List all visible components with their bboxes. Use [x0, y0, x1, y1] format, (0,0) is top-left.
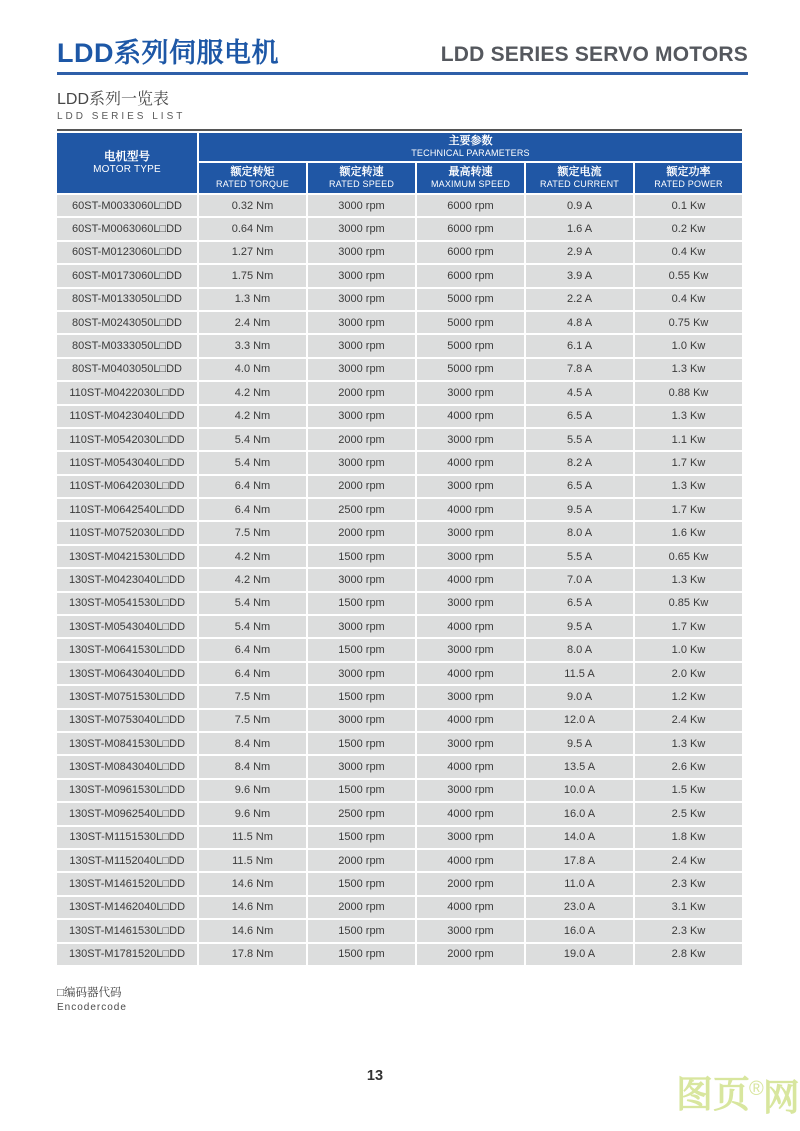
cell-rated-power: 1.0 Kw — [635, 639, 742, 660]
cell-rated-current: 8.0 A — [526, 522, 633, 543]
cell-motor-type: 60ST-M0033060L□DD — [57, 195, 197, 216]
cell-maximum-speed: 2000 rpm — [417, 944, 524, 965]
cell-maximum-speed: 6000 rpm — [417, 218, 524, 239]
cell-rated-speed: 2000 rpm — [308, 897, 415, 918]
cell-rated-current: 3.9 A — [526, 265, 633, 286]
cell-rated-torque: 14.6 Nm — [199, 920, 306, 941]
cell-rated-speed: 1500 rpm — [308, 639, 415, 660]
cell-rated-current: 5.5 A — [526, 546, 633, 567]
cell-rated-power: 0.4 Kw — [635, 242, 742, 263]
cell-rated-speed: 3000 rpm — [308, 335, 415, 356]
cell-rated-power: 2.3 Kw — [635, 920, 742, 941]
cell-rated-torque: 7.5 Nm — [199, 522, 306, 543]
registered-trademark-icon: ® — [749, 1078, 764, 1100]
cell-rated-power: 0.55 Kw — [635, 265, 742, 286]
cell-rated-power: 2.3 Kw — [635, 873, 742, 894]
page-header — [57, 38, 748, 68]
cell-rated-power: 2.4 Kw — [635, 850, 742, 871]
cell-rated-torque: 0.32 Nm — [199, 195, 306, 216]
cell-maximum-speed: 3000 rpm — [417, 382, 524, 403]
cell-rated-speed: 3000 rpm — [308, 289, 415, 310]
cell-motor-type: 110ST-M0423040L□DD — [57, 406, 197, 427]
cell-rated-current: 16.0 A — [526, 803, 633, 824]
cell-rated-speed: 2000 rpm — [308, 476, 415, 497]
header-rated-speed-cn: 额定转速 — [339, 166, 384, 178]
cell-motor-type: 130ST-M1152040L□DD — [57, 850, 197, 871]
cell-rated-current: 12.0 A — [526, 710, 633, 731]
cell-maximum-speed: 4000 rpm — [417, 663, 524, 684]
cell-rated-torque: 6.4 Nm — [199, 663, 306, 684]
cell-rated-current: 9.5 A — [526, 499, 633, 520]
cell-rated-power: 1.7 Kw — [635, 616, 742, 637]
cell-rated-current: 11.5 A — [526, 663, 633, 684]
cell-maximum-speed: 3000 rpm — [417, 827, 524, 848]
cell-rated-speed: 2500 rpm — [308, 803, 415, 824]
cell-motor-type: 130ST-M0643040L□DD — [57, 663, 197, 684]
cell-motor-type: 80ST-M0333050L□DD — [57, 335, 197, 356]
cell-rated-speed: 2000 rpm — [308, 850, 415, 871]
header-rated-speed-en: RATED SPEED — [328, 179, 395, 189]
tuye-watermark-logo — [676, 1076, 800, 1120]
cell-motor-type: 130ST-M0843040L□DD — [57, 756, 197, 777]
cell-rated-torque: 6.4 Nm — [199, 499, 306, 520]
cell-motor-type: 130ST-M0541530L□DD — [57, 593, 197, 614]
cell-rated-speed: 1500 rpm — [308, 733, 415, 754]
cell-rated-speed: 3000 rpm — [308, 195, 415, 216]
cell-rated-current: 9.0 A — [526, 686, 633, 707]
cell-rated-current: 6.5 A — [526, 593, 633, 614]
cell-rated-speed: 3000 rpm — [308, 663, 415, 684]
cell-rated-power: 2.8 Kw — [635, 944, 742, 965]
cell-maximum-speed: 4000 rpm — [417, 452, 524, 473]
cell-maximum-speed: 3000 rpm — [417, 733, 524, 754]
cell-motor-type: 130ST-M0753040L□DD — [57, 710, 197, 731]
cell-motor-type: 110ST-M0542030L□DD — [57, 429, 197, 450]
cell-rated-speed: 1500 rpm — [308, 920, 415, 941]
cell-maximum-speed: 5000 rpm — [417, 312, 524, 333]
header-group-cn: 主要参数 — [448, 135, 493, 147]
header-rated-power — [635, 163, 742, 193]
cell-rated-power: 0.85 Kw — [635, 593, 742, 614]
cell-rated-power: 0.1 Kw — [635, 195, 742, 216]
cell-rated-speed: 1500 rpm — [308, 593, 415, 614]
header-motor-type — [57, 133, 197, 193]
cell-maximum-speed: 4000 rpm — [417, 499, 524, 520]
cell-rated-current: 4.8 A — [526, 312, 633, 333]
subtitle-en: LDD SERIES LIST — [57, 111, 186, 122]
cell-maximum-speed: 3000 rpm — [417, 686, 524, 707]
header-rated-current-cn: 额定电流 — [557, 166, 602, 178]
cell-rated-current: 16.0 A — [526, 920, 633, 941]
cell-maximum-speed: 3000 rpm — [417, 429, 524, 450]
cell-maximum-speed: 4000 rpm — [417, 850, 524, 871]
cell-rated-power: 1.8 Kw — [635, 827, 742, 848]
table-body — [57, 195, 742, 965]
cell-rated-speed: 2500 rpm — [308, 499, 415, 520]
cell-rated-torque: 4.2 Nm — [199, 569, 306, 590]
cell-rated-current: 5.5 A — [526, 429, 633, 450]
cell-rated-torque: 1.27 Nm — [199, 242, 306, 263]
cell-motor-type: 80ST-M0403050L□DD — [57, 359, 197, 380]
cell-rated-current: 6.5 A — [526, 406, 633, 427]
cell-rated-power: 1.5 Kw — [635, 780, 742, 801]
cell-rated-power: 0.75 Kw — [635, 312, 742, 333]
table-top-border — [57, 129, 742, 131]
cell-rated-speed: 1500 rpm — [308, 686, 415, 707]
cell-motor-type: 130ST-M0962540L□DD — [57, 803, 197, 824]
cell-rated-speed: 3000 rpm — [308, 406, 415, 427]
cell-motor-type: 110ST-M0752030L□DD — [57, 522, 197, 543]
header-rated-torque-cn: 额定转矩 — [230, 166, 275, 178]
cell-rated-speed: 1500 rpm — [308, 873, 415, 894]
cell-rated-torque: 0.64 Nm — [199, 218, 306, 239]
cell-rated-current: 19.0 A — [526, 944, 633, 965]
cell-rated-torque: 4.2 Nm — [199, 406, 306, 427]
header-group-en: TECHNICAL PARAMETERS — [411, 148, 530, 158]
cell-rated-current: 1.6 A — [526, 218, 633, 239]
cell-rated-power: 1.3 Kw — [635, 476, 742, 497]
cell-rated-power: 1.1 Kw — [635, 429, 742, 450]
cell-rated-torque: 1.75 Nm — [199, 265, 306, 286]
page-title-cn: LDD系列伺服电机 — [57, 38, 279, 68]
cell-rated-power: 2.4 Kw — [635, 710, 742, 731]
cell-rated-torque: 8.4 Nm — [199, 756, 306, 777]
cell-rated-current: 7.0 A — [526, 569, 633, 590]
cell-maximum-speed: 4000 rpm — [417, 406, 524, 427]
cell-rated-speed: 3000 rpm — [308, 218, 415, 239]
cell-rated-torque: 4.0 Nm — [199, 359, 306, 380]
header-divider — [57, 72, 748, 75]
cell-maximum-speed: 4000 rpm — [417, 569, 524, 590]
header-rated-torque — [199, 163, 306, 193]
cell-rated-speed: 1500 rpm — [308, 780, 415, 801]
cell-rated-current: 0.9 A — [526, 195, 633, 216]
cell-motor-type: 60ST-M0063060L□DD — [57, 218, 197, 239]
cell-maximum-speed: 5000 rpm — [417, 335, 524, 356]
cell-rated-speed: 1500 rpm — [308, 944, 415, 965]
cell-motor-type: 130ST-M0421530L□DD — [57, 546, 197, 567]
cell-rated-torque: 1.3 Nm — [199, 289, 306, 310]
cell-maximum-speed: 3000 rpm — [417, 476, 524, 497]
cell-rated-torque: 14.6 Nm — [199, 897, 306, 918]
watermark-text-right: 网 — [762, 1077, 800, 1118]
cell-rated-current: 9.5 A — [526, 733, 633, 754]
watermark-text-left: 图页 — [676, 1074, 750, 1115]
cell-rated-current: 23.0 A — [526, 897, 633, 918]
cell-rated-torque: 17.8 Nm — [199, 944, 306, 965]
cell-rated-current: 8.2 A — [526, 452, 633, 473]
section-subtitle — [57, 90, 185, 122]
header-motor-type-en: MOTOR TYPE — [93, 164, 161, 175]
cell-rated-torque: 9.6 Nm — [199, 780, 306, 801]
cell-maximum-speed: 4000 rpm — [417, 616, 524, 637]
cell-rated-speed: 3000 rpm — [308, 359, 415, 380]
cell-motor-type: 130ST-M0841530L□DD — [57, 733, 197, 754]
cell-motor-type: 130ST-M1781520L□DD — [57, 944, 197, 965]
cell-rated-speed: 3000 rpm — [308, 242, 415, 263]
cell-motor-type: 130ST-M0641530L□DD — [57, 639, 197, 660]
cell-motor-type: 110ST-M0642540L□DD — [57, 499, 197, 520]
cell-motor-type: 130ST-M1461520L□DD — [57, 873, 197, 894]
cell-maximum-speed: 3000 rpm — [417, 522, 524, 543]
cell-motor-type: 130ST-M0961530L□DD — [57, 780, 197, 801]
cell-rated-power: 2.5 Kw — [635, 803, 742, 824]
cell-maximum-speed: 4000 rpm — [417, 803, 524, 824]
page-title-en: LDD SERIES SERVO MOTORS — [440, 43, 748, 66]
cell-rated-speed: 3000 rpm — [308, 265, 415, 286]
cell-rated-speed: 3000 rpm — [308, 569, 415, 590]
header-technical-parameters — [199, 133, 742, 161]
cell-maximum-speed: 6000 rpm — [417, 265, 524, 286]
encoder-footnote — [57, 986, 127, 1013]
table-header — [57, 133, 742, 193]
cell-rated-current: 14.0 A — [526, 827, 633, 848]
cell-rated-current: 8.0 A — [526, 639, 633, 660]
cell-rated-power: 1.3 Kw — [635, 569, 742, 590]
cell-motor-type: 130ST-M1461530L□DD — [57, 920, 197, 941]
cell-rated-torque: 9.6 Nm — [199, 803, 306, 824]
cell-rated-speed: 3000 rpm — [308, 756, 415, 777]
cell-rated-power: 2.0 Kw — [635, 663, 742, 684]
cell-motor-type: 80ST-M0243050L□DD — [57, 312, 197, 333]
cell-rated-current: 17.8 A — [526, 850, 633, 871]
cell-rated-speed: 2000 rpm — [308, 382, 415, 403]
header-maximum-speed — [417, 163, 524, 193]
cell-rated-current: 6.5 A — [526, 476, 633, 497]
cell-rated-torque: 6.4 Nm — [199, 639, 306, 660]
cell-maximum-speed: 4000 rpm — [417, 710, 524, 731]
cell-rated-power: 1.7 Kw — [635, 499, 742, 520]
cell-rated-torque: 5.4 Nm — [199, 429, 306, 450]
cell-rated-current: 10.0 A — [526, 780, 633, 801]
cell-rated-torque: 4.2 Nm — [199, 546, 306, 567]
cell-motor-type: 130ST-M0543040L□DD — [57, 616, 197, 637]
cell-rated-torque: 14.6 Nm — [199, 873, 306, 894]
subtitle-cn: LDD系列一览表 — [57, 91, 170, 108]
cell-maximum-speed: 4000 rpm — [417, 897, 524, 918]
cell-rated-torque: 5.4 Nm — [199, 452, 306, 473]
cell-rated-power: 0.65 Kw — [635, 546, 742, 567]
cell-rated-power: 1.3 Kw — [635, 359, 742, 380]
header-rated-power-cn: 额定功率 — [666, 166, 711, 178]
cell-rated-current: 7.8 A — [526, 359, 633, 380]
cell-rated-torque: 2.4 Nm — [199, 312, 306, 333]
cell-rated-torque: 11.5 Nm — [199, 827, 306, 848]
page-number: 13 — [366, 1068, 384, 1084]
cell-maximum-speed: 4000 rpm — [417, 756, 524, 777]
header-rated-current — [526, 163, 633, 193]
cell-motor-type: 110ST-M0422030L□DD — [57, 382, 197, 403]
header-maximum-speed-cn: 最高转速 — [448, 166, 493, 178]
cell-motor-type: 110ST-M0543040L□DD — [57, 452, 197, 473]
header-rated-torque-en: RATED TORQUE — [216, 179, 289, 189]
cell-rated-power: 1.3 Kw — [635, 733, 742, 754]
motor-spec-table — [57, 129, 742, 965]
cell-rated-speed: 3000 rpm — [308, 616, 415, 637]
cell-rated-power: 1.3 Kw — [635, 406, 742, 427]
header-rated-current-en: RATED CURRENT — [540, 179, 619, 189]
cell-maximum-speed: 3000 rpm — [417, 639, 524, 660]
cell-rated-torque: 8.4 Nm — [199, 733, 306, 754]
cell-maximum-speed: 5000 rpm — [417, 359, 524, 380]
cell-rated-torque: 7.5 Nm — [199, 710, 306, 731]
cell-motor-type: 110ST-M0642030L□DD — [57, 476, 197, 497]
cell-rated-speed: 2000 rpm — [308, 522, 415, 543]
cell-rated-power: 2.6 Kw — [635, 756, 742, 777]
cell-rated-power: 1.0 Kw — [635, 335, 742, 356]
cell-maximum-speed: 3000 rpm — [417, 780, 524, 801]
cell-rated-torque: 5.4 Nm — [199, 616, 306, 637]
cell-rated-power: 0.88 Kw — [635, 382, 742, 403]
header-maximum-speed-en: MAXIMUM SPEED — [430, 179, 511, 189]
cell-rated-torque: 3.3 Nm — [199, 335, 306, 356]
header-rated-power-en: RATED POWER — [654, 179, 723, 189]
cell-rated-speed: 3000 rpm — [308, 710, 415, 731]
cell-rated-power: 0.2 Kw — [635, 218, 742, 239]
cell-maximum-speed: 2000 rpm — [417, 873, 524, 894]
cell-rated-current: 11.0 A — [526, 873, 633, 894]
cell-rated-torque: 11.5 Nm — [199, 850, 306, 871]
cell-rated-speed: 1500 rpm — [308, 827, 415, 848]
footnote-en: Encodercode — [57, 1002, 127, 1013]
cell-rated-speed: 3000 rpm — [308, 452, 415, 473]
cell-rated-current: 9.5 A — [526, 616, 633, 637]
cell-rated-power: 3.1 Kw — [635, 897, 742, 918]
cell-motor-type: 80ST-M0133050L□DD — [57, 289, 197, 310]
cell-maximum-speed: 5000 rpm — [417, 289, 524, 310]
cell-motor-type: 130ST-M0751530L□DD — [57, 686, 197, 707]
cell-motor-type: 60ST-M0173060L□DD — [57, 265, 197, 286]
cell-motor-type: 60ST-M0123060L□DD — [57, 242, 197, 263]
cell-rated-current: 4.5 A — [526, 382, 633, 403]
cell-rated-speed: 3000 rpm — [308, 312, 415, 333]
cell-rated-power: 1.7 Kw — [635, 452, 742, 473]
footnote-cn: □编码器代码 — [57, 987, 122, 999]
cell-rated-torque: 5.4 Nm — [199, 593, 306, 614]
cell-maximum-speed: 6000 rpm — [417, 242, 524, 263]
cell-rated-power: 0.4 Kw — [635, 289, 742, 310]
cell-rated-current: 13.5 A — [526, 756, 633, 777]
cell-motor-type: 130ST-M1462040L□DD — [57, 897, 197, 918]
cell-rated-speed: 1500 rpm — [308, 546, 415, 567]
cell-maximum-speed: 3000 rpm — [417, 593, 524, 614]
cell-motor-type: 130ST-M1151530L□DD — [57, 827, 197, 848]
cell-rated-torque: 4.2 Nm — [199, 382, 306, 403]
cell-rated-current: 2.2 A — [526, 289, 633, 310]
cell-motor-type: 130ST-M0423040L□DD — [57, 569, 197, 590]
cell-rated-speed: 2000 rpm — [308, 429, 415, 450]
cell-rated-power: 1.6 Kw — [635, 522, 742, 543]
cell-rated-torque: 7.5 Nm — [199, 686, 306, 707]
cell-rated-current: 6.1 A — [526, 335, 633, 356]
cell-maximum-speed: 6000 rpm — [417, 195, 524, 216]
cell-rated-torque: 6.4 Nm — [199, 476, 306, 497]
cell-maximum-speed: 3000 rpm — [417, 920, 524, 941]
header-motor-type-cn: 电机型号 — [104, 151, 150, 163]
cell-maximum-speed: 3000 rpm — [417, 546, 524, 567]
cell-rated-power: 1.2 Kw — [635, 686, 742, 707]
header-rated-speed — [308, 163, 415, 193]
cell-rated-current: 2.9 A — [526, 242, 633, 263]
